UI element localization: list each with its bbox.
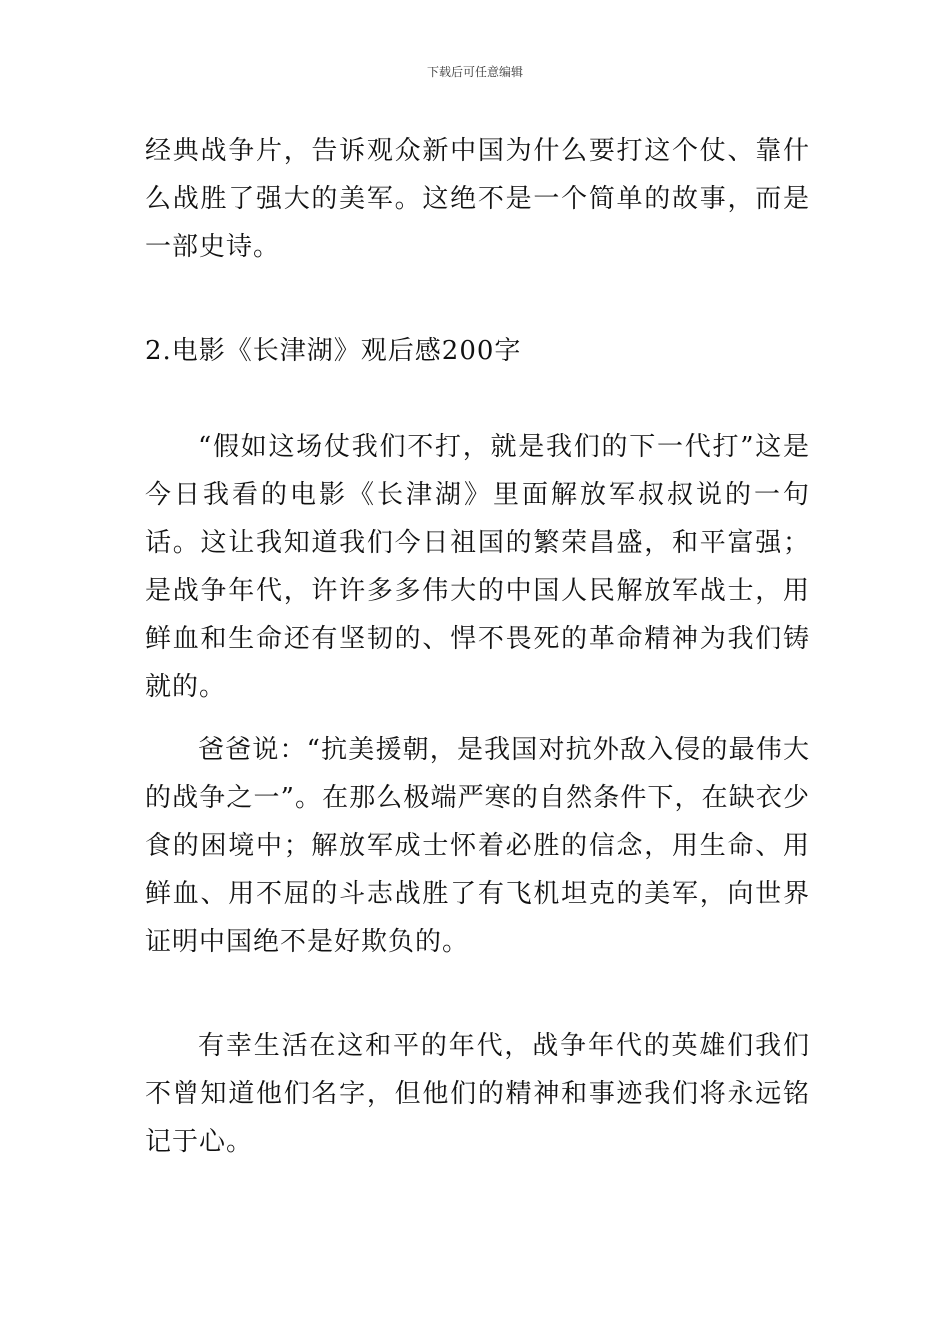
paragraph-intro: 经典战争片，告诉观众新中国为什么要打这个仗、靠什么战胜了强大的美军。这绝不是一个简单的故事，而是一部史诗。 [145, 136, 810, 262]
paragraph-father: 爸爸说：“抗美援朝，是我国对抗外敌入侵的最伟大的战争之一”。在那么极端严寒的自然条件下，在缺衣少食的困境中；解放军成士怀着必胜的信念，用生命、用鲜血、用不屈的斗志战胜了有飞机坦克的美军，向世界证明中国绝不是好欺负的。 [145, 735, 810, 957]
paragraph-closing: 有幸生活在这和平的年代，战争年代的英雄们我们不曾知道他们名字，但他们的精神和事迹我们将永远铭记于心。 [145, 1031, 810, 1157]
paragraph-quote: “假如这场仗我们不打，就是我们的下一代打”这是今日我看的电影《长津湖》里面解放军叔叔说的一句话。这让我知道我们今日祖国的繁荣昌盛，和平富强；是战争年代，许许多多伟大的中国人民解放军战士，用鲜血和生命还有坚韧的、悍不畏死的革命精神为我们铸就的。 [145, 432, 810, 702]
page-header-note: 下载后可任意编辑 [426, 65, 523, 79]
section-heading: 2.电影《长津湖》观后感200字 [145, 336, 522, 366]
